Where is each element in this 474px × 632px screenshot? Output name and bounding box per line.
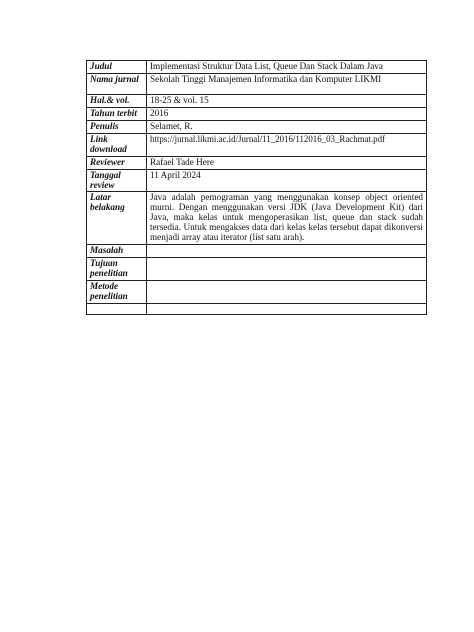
row-value-latar-belakang: Java adalah pemograman yang menggunakan konsep object oriented murni. Dengan menggunakan versi JDK (Java Development Kit) dari Java, maka kelas untuk mengoperasikan list, queue dan stack sudah tersedia. Untuk mengakses data dari kelas kelas tersebut dapat dikonversi menjadi array atau iterator (list satu arah).	[147, 192, 427, 245]
table-row	[87, 280, 427, 303]
row-value-penulis: Selamet, R.	[147, 120, 427, 133]
row-value-reviewer: Rafael Tade Here	[147, 156, 427, 169]
row-label-penulis: Penulis	[87, 120, 147, 133]
table-row	[87, 156, 427, 169]
row-label-tanggal-review: Tanggal review	[87, 169, 147, 192]
link-download-url[interactable]: https://jurnal.likmi.ac.id/Jurnal/11_2016/112016_03_Rachmat.pdf	[147, 133, 427, 156]
table-row-empty	[87, 303, 427, 314]
table-row	[87, 245, 427, 258]
table-row	[87, 133, 427, 156]
table-row	[87, 94, 427, 107]
row-label-reviewer: Reviewer	[87, 156, 147, 169]
table-row	[87, 258, 427, 281]
table-row	[87, 169, 427, 192]
table-row	[87, 107, 427, 120]
journal-review-table	[86, 60, 427, 315]
row-label-tahun-terbit: Tahun terbit	[87, 107, 147, 120]
row-label-judul: Judul	[87, 61, 147, 74]
row-label-tujuan-penelitian: Tujuan penelitian	[87, 258, 147, 281]
row-value-nama-jurnal: Sekolah Tinggi Manajemen Informatika dan Komputer LIKMI	[147, 73, 427, 94]
row-label-link-download: Link download	[87, 133, 147, 156]
row-label-hal-vol: Hal.& vol.	[87, 94, 147, 107]
row-label-latar-belakang: Latar belakang	[87, 192, 147, 245]
row-value-tanggal-review: 11 April 2024	[147, 169, 427, 192]
table-row	[87, 120, 427, 133]
row-label-nama-jurnal: Nama jurnal	[87, 73, 147, 94]
table-row	[87, 192, 427, 245]
row-value-hal-vol: 18-25 & vol. 15	[147, 94, 427, 107]
table-row	[87, 61, 427, 74]
row-value-tujuan-penelitian	[147, 258, 427, 281]
row-value-judul: Implementasi Struktur Data List, Queue Dan Stack Dalam Java	[147, 61, 427, 74]
row-value-masalah	[147, 245, 427, 258]
row-value-metode-penelitian	[147, 280, 427, 303]
row-label-masalah: Masalah	[87, 245, 147, 258]
row-value-tahun-terbit: 2016	[147, 107, 427, 120]
table-row	[87, 73, 427, 94]
row-value-empty	[147, 303, 427, 314]
row-label-metode-penelitian: Metode penelitian	[87, 280, 147, 303]
row-label-empty	[87, 303, 147, 314]
